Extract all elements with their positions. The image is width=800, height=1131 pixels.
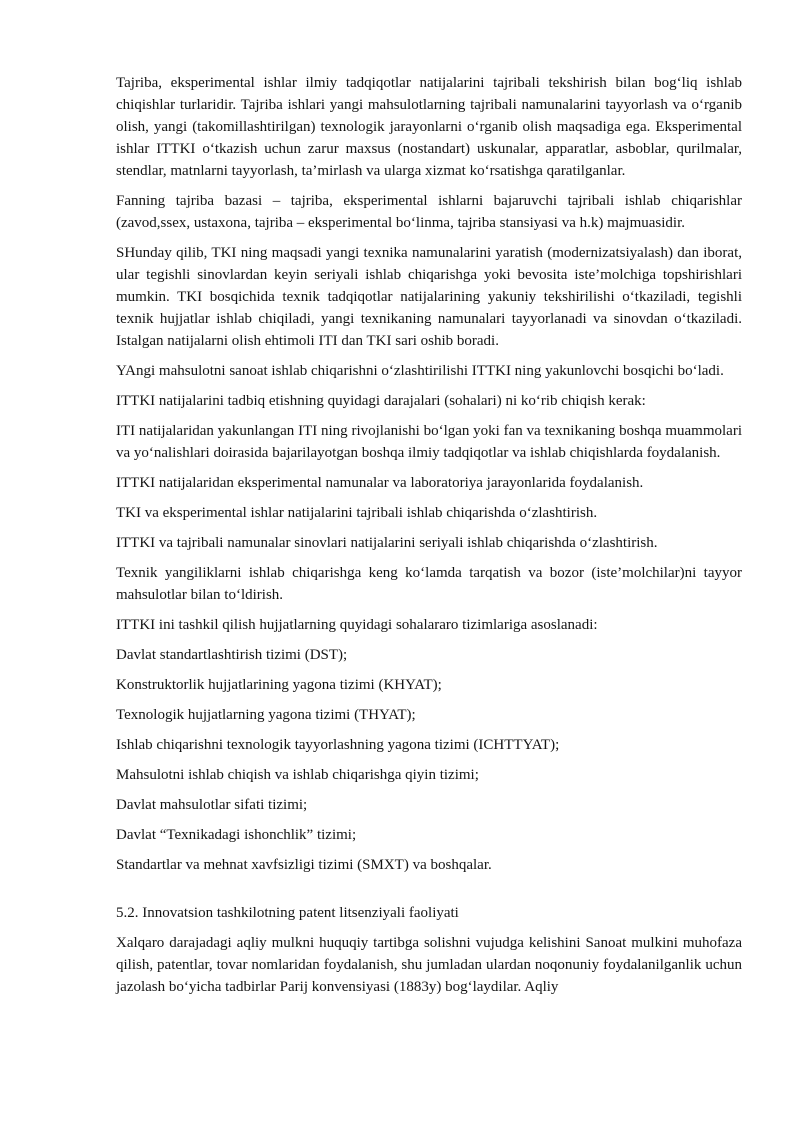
list-item-reliability-system: Davlat “Texnikadagi ishonchlik” tizimi; bbox=[116, 827, 357, 843]
list-item-product-system: Mahsulotni ishlab chiqish va ishlab chiqarishga qiyin tizimi; bbox=[116, 767, 479, 783]
paragraph-final-stage: YAngi mahsulotni sanoat ishlab chiqarishni o‘zlashtirilishi ITTKI ning yakunlovchi bosqichi bo‘ladi. bbox=[116, 363, 724, 379]
paragraph-experimental-base: Fanning tajriba bazasi – tajriba, eksperimental ishlarni bajaruvchi tajribali ishlab chiqarishlar (zavod,ssex, ustaxona, tajriba – eksperimental bo‘linma, tajriba stansiyasi va h.k) majmuasidir. bbox=[116, 193, 742, 231]
list-item-quality-system: Davlat mahsulotlar sifati tizimi; bbox=[116, 797, 308, 813]
paragraph-experimental-work: Tajriba, eksperimental ishlar ilmiy tadqiqotlar natijalarini tajribali tekshirish bilan bog‘liq ishlab chiqishlar turlaridir. Tajriba ishlari yangi mahsulotlarning tajribali namunalarini tayyorlash va o‘rganib olish, yangi (takomillashtirilgan) texnologik jarayonlarni o‘rganib olish maqsadiga ega. Eksperimental ishlar ITTKI o‘tkazish uchun zarur maxsus (nostandart) uskunalar, apparatlar, asboblar, qurilmalar, stendlar, matnlarni tayyorlash, ta’mirlash va ularga xizmat ko‘rsatishga qaratilganlar. bbox=[116, 75, 742, 179]
list-item-khyat: Konstruktorlik hujjatlarining yagona tizimi (KHYAT); bbox=[116, 677, 442, 693]
paragraph-systems-intro: ITTKI ini tashkil qilish hujjatlarning quyidagi sohalararo tizimlariga asoslanadi: bbox=[116, 617, 598, 633]
paragraph-level-iti: ITI natijalaridan yakunlangan ITI ning rivojlanishi bo‘lgan yoki fan va texnikaning boshqa muammolari va yo‘nalishlari doirasida bajarilayotgan boshqa ilmiy tadqiqotlar va ishlab chiqishlarda foydalanish. bbox=[116, 423, 742, 461]
list-item-smxt: Standartlar va mehnat xavfsizligi tizimi (SMXT) va boshqalar. bbox=[116, 857, 492, 873]
paragraph-level-serial: ITTKI va tajribali namunalar sinovlari natijalarini seriyali ishlab chiqarishda o‘zlashtirish. bbox=[116, 535, 658, 551]
paragraph-levels-intro: ITTKI natijalarini tadbiq etishning quyidagi darajalari (sohalari) ni ko‘rib chiqish kerak: bbox=[116, 393, 646, 409]
paragraph-tki-goal: SHunday qilib, TKI ning maqsadi yangi texnika namunalarini yaratish (modernizatsiyalash) dan iborat, ular tegishli sinovlardan keyin seriyali ishlab chiqarishga yoki bevosita iste’molchiga topshirishlari mumkin. TKI bosqichida texnik tadqiqotlar natijalarining yakuniy tekshirilishi o‘tkaziladi, tegishli texnik hujjatlar ishlab chiqiladi, yangi texnikaning namunalari tayyorlanadi va sinovdan o‘tkaziladi. Istalgan natijalarni olish ehtimoli ITI dan TKI sari oshib boradi. bbox=[116, 245, 742, 349]
list-item-ichttyat: Ishlab chiqarishni texnologik tayyorlashning yagona tizimi (ICHTTYAT); bbox=[116, 737, 560, 753]
paragraph-level-market: Texnik yangiliklarni ishlab chiqarishga keng ko‘lamda tarqatish va bozor (iste’molchilar)ni tayyor mahsulotlar bilan to‘ldirish. bbox=[116, 565, 742, 603]
list-item-thyat: Texnologik hujjatlarning yagona tizimi (THYAT); bbox=[116, 707, 416, 723]
document-page bbox=[116, 72, 742, 1006]
section-heading: 5.2. Innovatsion tashkilotning patent litsenziyali faoliyati bbox=[116, 905, 459, 921]
paragraph-level-tki: TKI va eksperimental ishlar natijalarini tajribali ishlab chiqarishda o‘zlashtirish. bbox=[116, 505, 598, 521]
paragraph-level-experimental: ITTKI natijalaridan eksperimental namunalar va laboratoriya jarayonlarida foydalanish. bbox=[116, 475, 644, 491]
paragraph-paris-convention: Xalqaro darajadagi aqliy mulkni huquqiy tartibga solishni vujudga kelishini Sanoat mulkini muhofaza qilish, patentlar, tovar nomlaridan foydalanish, shu jumladan ulardan noqonuniy foydalanilganlik uchun jazolash bo‘yicha tadbirlar Parij konvensiyasi (1883y) bog‘laydilar. Aqliy bbox=[116, 935, 742, 995]
list-item-dst: Davlat standartlashtirish tizimi (DST); bbox=[116, 647, 348, 663]
